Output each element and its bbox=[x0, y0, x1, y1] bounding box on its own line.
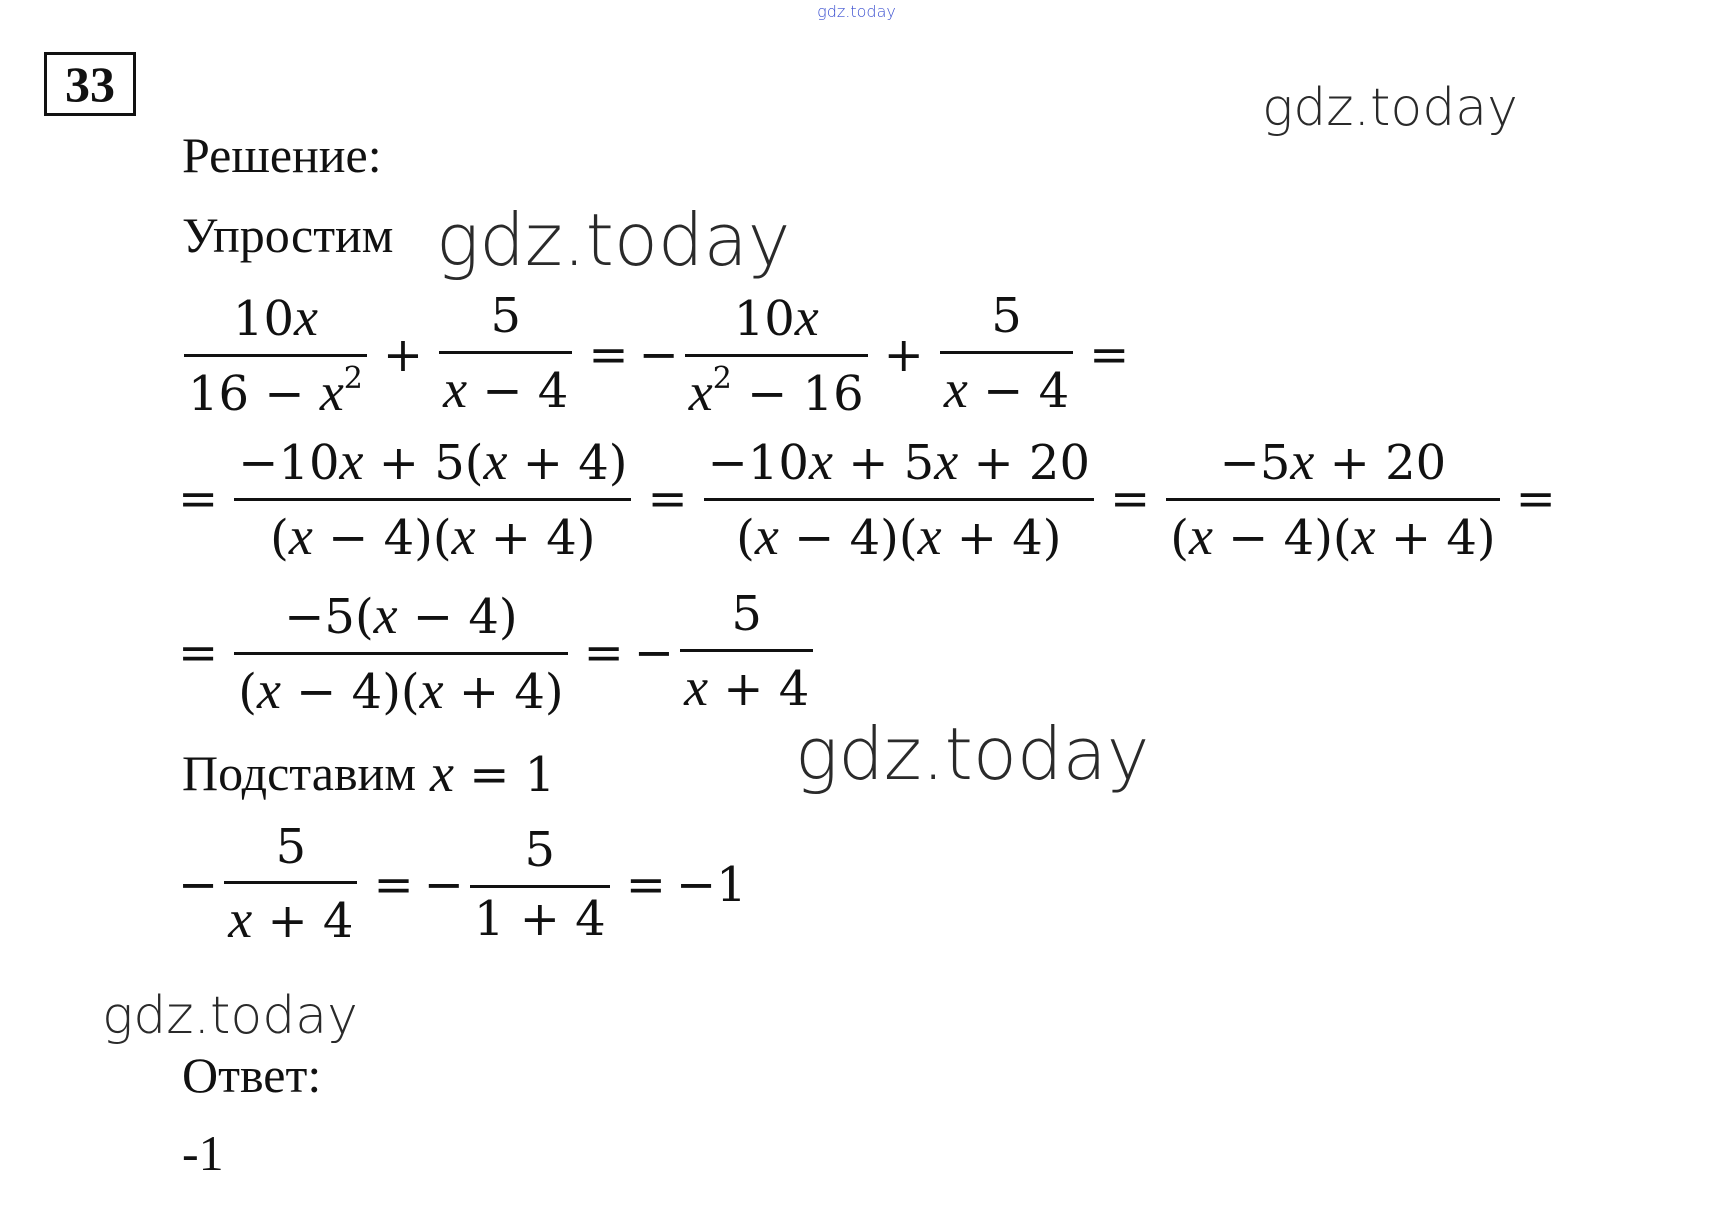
watermark-mid-1: gdz.today bbox=[436, 198, 791, 282]
fraction: $\frac{5}{x + 4}$ bbox=[680, 587, 813, 717]
fraction: $\frac{5}{1 + 4}$ bbox=[470, 823, 610, 946]
equation-line-1: $\frac{10x}{16 - x^2}$ + $\frac{5}{x - 4}$ = − $\frac{10x}{x^2 - 16}$ + $\frac{5}{x - 4}$ = bbox=[178, 286, 1139, 423]
substitute-line: Подставим x = 1 bbox=[182, 743, 556, 803]
fraction: $\frac{-5x + 20}{(x - 4)(x + 4)}$ bbox=[1166, 430, 1499, 567]
fraction: $\frac{-10x + 5x + 20}{(x - 4)(x + 4)}$ bbox=[704, 430, 1094, 567]
equation-line-2: = $\frac{-10x + 5(x + 4)}{(x - 4)(x + 4)}$ = $\frac{-10x + 5x + 20}{(x - 4)(x + 4)}$ = $\frac{-5x + 20}{(x - 4)(x + 4)}$ = bbox=[178, 431, 1556, 567]
solution-label: Решение: bbox=[182, 127, 382, 183]
problem-number: 33 bbox=[44, 52, 136, 116]
watermark-top: gdz.today bbox=[817, 2, 896, 21]
simplify-label: Упростим bbox=[182, 207, 394, 263]
equation-line-4: − $\frac{5}{x + 4}$ = − $\frac{5}{1 + 4}$ = −1 bbox=[178, 819, 747, 950]
watermark-bottom-left: gdz.today bbox=[102, 986, 358, 1046]
fraction: $\frac{5}{x - 4}$ bbox=[439, 289, 572, 419]
fraction: $\frac{5}{x - 4}$ bbox=[940, 289, 1073, 419]
equation-line-3: = $\frac{-5(x - 4)}{(x - 4)(x + 4)}$ = − $\frac{5}{x + 4}$ bbox=[178, 584, 819, 721]
watermark-top-right: gdz.today bbox=[1262, 78, 1518, 138]
fraction: $\frac{5}{x + 4}$ bbox=[224, 820, 357, 950]
fraction: $\frac{-10x + 5(x + 4)}{(x - 4)(x + 4)}$ bbox=[234, 430, 631, 567]
answer-value: -1 bbox=[182, 1125, 224, 1181]
answer-label: Ответ: bbox=[182, 1047, 322, 1103]
fraction: $\frac{10x}{x^2 - 16}$ bbox=[685, 286, 868, 423]
watermark-mid-2: gdz.today bbox=[795, 712, 1150, 796]
fraction: $\frac{10x}{16 - x^2}$ bbox=[184, 286, 367, 423]
fraction: $\frac{-5(x - 4)}{(x - 4)(x + 4)}$ bbox=[234, 584, 567, 721]
